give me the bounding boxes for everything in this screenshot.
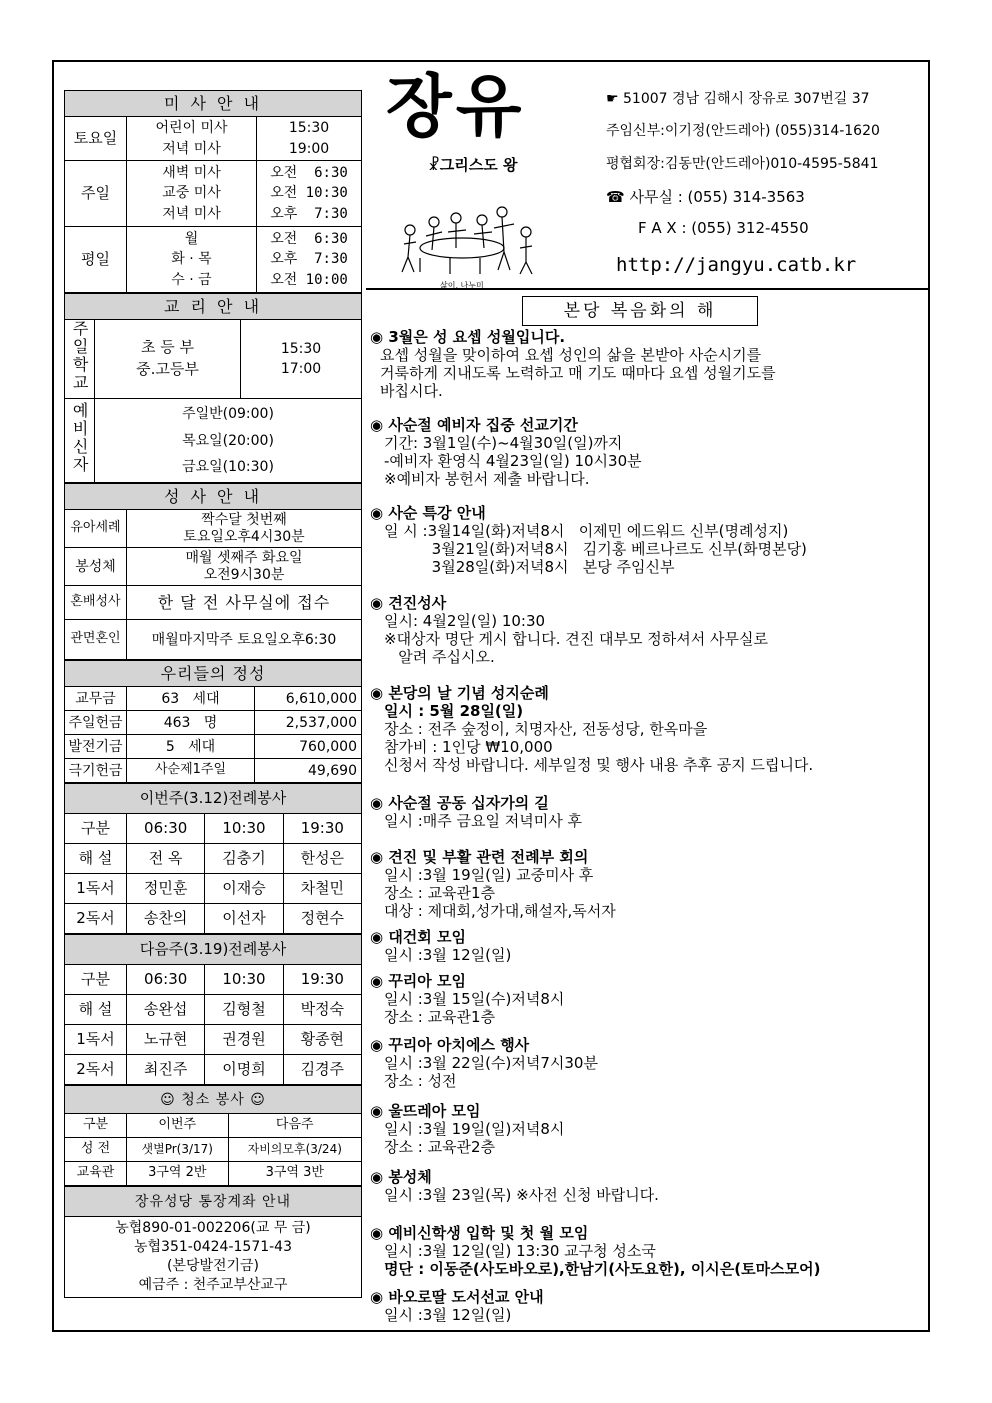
liturgy-header: 구분 xyxy=(65,965,127,995)
liturgy-row: 해 설 전 옥 김충기 한성은 xyxy=(65,844,362,874)
account-lines: 농협890-01-002206(교 무 금) 농협351-0424-1571-43 (본당발전기금) 예금주 : 천주교부산교구 xyxy=(65,1217,362,1298)
announcement-item: ◉ 3월은 성 요셉 성월입니다. 요셉 성월을 맞이하여 요셉 성인의 삶을 본받아 사순시기를 거룩하게 지내도록 노력하고 매 기도 때마다 요셉 성월기도를 바칩시다. xyxy=(370,328,776,400)
right-column xyxy=(366,62,930,1330)
pastor-contact: 주임신부:이기정(안드레아) (055)314-1620 xyxy=(606,123,880,139)
offering-amount: 6,610,000 xyxy=(255,687,362,711)
school-groups: 초 등 부 중.고등부 xyxy=(95,320,241,399)
mass-times: 오전 6:30 오전 10:30 오후 7:30 xyxy=(257,161,362,227)
illustration-caption: 삶이, 나누미 xyxy=(440,281,484,290)
liturgy-row: 1독서 노규현 권경원 황종현 xyxy=(65,1025,362,1055)
sacraments-title: 성 사 안 내 xyxy=(65,484,362,510)
mass-times: 오전 6:30 오후 7:30 오전 10:00 xyxy=(257,227,362,293)
liturgy-row: 2독서 최진주 이명희 김경주 xyxy=(65,1055,362,1085)
school-times: 15:30 17:00 xyxy=(241,320,362,399)
offering-name: 교무금 xyxy=(65,687,127,711)
offering-title: 우리들의 정성 xyxy=(65,661,362,687)
account-table xyxy=(64,1186,362,1298)
announcement-item: ◉ 견진성사 일시: 4월2일(일) 10:30 ※대상자 명단 게시 합니다. 견진 대부모 정하셔서 사무실로 알려 주십시오. xyxy=(370,594,768,666)
mass-items: 월 화 · 목 수 · 금 xyxy=(127,227,257,293)
cleaning-title: ☺ 청소 봉사 ☺ xyxy=(65,1086,362,1114)
cleaning-header: 이번주 xyxy=(127,1114,229,1138)
liturgy-header: 06:30 xyxy=(127,965,205,995)
offering-name: 극기헌금 xyxy=(65,759,127,783)
offering-name: 발전기금 xyxy=(65,735,127,759)
liturgy-header: 19:30 xyxy=(283,814,361,844)
announcement-item: ◉ 바오로딸 도서선교 안내 일시 :3월 12일(일) xyxy=(370,1288,544,1324)
cleaning-row: 교육관 3구역 2반 3구역 3반 xyxy=(65,1162,362,1186)
catechism-table xyxy=(64,293,362,483)
liturgy-row: 1독서 정민훈 이재승 차철민 xyxy=(65,874,362,904)
community-illustration xyxy=(390,202,540,292)
parish-website-link[interactable]: http://jangyu.catb.kr xyxy=(616,254,857,276)
offering-count: 463 명 xyxy=(127,711,255,735)
offering-amount: 49,690 xyxy=(255,759,362,783)
parish-subtitle: ☧그리스도 왕 xyxy=(428,156,518,174)
parish-logo: 장유 xyxy=(386,68,526,147)
left-column xyxy=(64,90,362,1298)
offering-amount: 2,537,000 xyxy=(255,711,362,735)
cleaning-table xyxy=(64,1085,362,1186)
mass-day: 토요일 xyxy=(65,117,127,161)
address: ☛ 51007 경남 김해시 장유로 307번길 37 xyxy=(606,91,870,107)
catechumen-classes: 주일반(09:00) 목요일(20:00) 금요일(10:30) xyxy=(95,399,362,483)
announcement-item: ◉ 대건회 모임 일시 :3월 12일(일) xyxy=(370,928,512,964)
bulletin-page xyxy=(52,60,930,1332)
mass-items: 새벽 미사 교중 미사 저녁 미사 xyxy=(127,161,257,227)
offering-table xyxy=(64,660,362,783)
offering-name: 주일헌금 xyxy=(65,711,127,735)
fax-number: F A X : (055) 312-4550 xyxy=(638,219,809,237)
sacrament-value: 한 달 전 사무실에 접수 xyxy=(127,586,362,620)
announcement-item: ◉ 울뜨레아 모임 일시 :3월 19일(일)저녁8시 장소 : 교육관2층 xyxy=(370,1102,565,1156)
account-title: 장유성당 통장계좌 안내 xyxy=(65,1187,362,1217)
catechumen-label: 예비신자 xyxy=(65,399,95,483)
announcement-item: ◉ 꾸리아 모임 일시 :3월 15일(수)저녁8시 장소 : 교육관1층 xyxy=(370,972,565,1026)
mass-title: 미 사 안 내 xyxy=(65,91,362,117)
liturgy-header: 10:30 xyxy=(205,814,283,844)
sacrament-name: 봉성체 xyxy=(65,548,127,586)
mass-day: 평일 xyxy=(65,227,127,293)
liturgy-header: 구분 xyxy=(65,814,127,844)
announcement-item: ◉ 꾸리아 아치에스 행사 일시 :3월 22일(수)저녁7시30분 장소 : 성전 xyxy=(370,1036,598,1090)
sacrament-name: 유아세례 xyxy=(65,510,127,548)
liturgy-header: 10:30 xyxy=(205,965,283,995)
announcement-item: ◉ 예비신학생 입학 및 첫 월 모임 일시 :3월 12일(일) 13:30 교구청 성소국 명단 : 이동준(사도바오로),한남기(사도요한), 이시은(토마스모어) xyxy=(370,1224,821,1278)
cleaning-header: 다음주 xyxy=(228,1114,361,1138)
sacrament-value: 매월마지막주 토요일오후6:30 xyxy=(127,620,362,660)
sacrament-name: 혼배성사 xyxy=(65,586,127,620)
header-divider xyxy=(366,288,930,290)
next-week-liturgy-table xyxy=(64,934,362,1085)
announcement-item: ◉ 사순절 공동 십자가의 길 일시 :매주 금요일 저녁미사 후 xyxy=(370,794,583,830)
council-contact: 평협회장:김동만(안드레아)010-4595-5841 xyxy=(606,156,879,172)
phone-icon: ☎ xyxy=(606,188,625,206)
office-phone: ☎ 사무실 : (055) 314-3563 xyxy=(606,188,805,206)
this-week-liturgy-table xyxy=(64,783,362,934)
mass-schedule-table xyxy=(64,90,362,293)
offering-count: 63 세대 xyxy=(127,687,255,711)
sunday-school-label: 주일학교 xyxy=(65,320,95,399)
announcement-item: ◉ 사순 특강 안내 일 시 :3월14일(화)저녁8시 이제민 에드워드 신부(명례성지) 3월21일(화)저녁8시 김기홍 베르나르도 신부(화명본당) 3월28일(화)저녁8시 본당 주임신부 xyxy=(370,504,807,576)
mass-items: 어린이 미사 저녁 미사 xyxy=(127,117,257,161)
sacrament-value: 짝수달 첫번째 토요일오후4시30분 xyxy=(127,510,362,548)
hand-pointer-icon: ☛ xyxy=(606,91,619,107)
this-week-title: 이번주(3.12)전례봉사 xyxy=(65,784,362,814)
offering-amount: 760,000 xyxy=(255,735,362,759)
mass-day: 주일 xyxy=(65,161,127,227)
sacrament-name: 관면혼인 xyxy=(65,620,127,660)
cleaning-row: 성 전 샛별Pr(3/17) 자비의모후(3/24) xyxy=(65,1138,362,1162)
liturgy-row: 해 설 송완섭 김형철 박정숙 xyxy=(65,995,362,1025)
sacrament-value: 매월 셋째주 화요일 오전9시30분 xyxy=(127,548,362,586)
sacraments-table xyxy=(64,483,362,660)
catechism-title: 교 리 안 내 xyxy=(65,294,362,320)
liturgy-row: 2독서 송찬의 이선자 정현수 xyxy=(65,904,362,934)
cleaning-header: 구분 xyxy=(65,1114,127,1138)
offering-count: 사순제1주일 xyxy=(127,759,255,783)
liturgy-header: 19:30 xyxy=(283,965,361,995)
mass-times: 15:30 19:00 xyxy=(257,117,362,161)
announcement-item: ◉ 본당의 날 기념 성지순례 일시 : 5월 28일(일) 장소 : 전주 숲정이, 치명자산, 전동성당, 한옥마을 참가비 : 1인당 ₩10,000 신청서 작성 바랍니다. 세부일정 및 행사 내용 추후 공지 드립니다. xyxy=(370,684,814,774)
announcement-item: ◉ 봉성체 일시 :3월 23일(목) ※사전 신청 바랍니다. xyxy=(370,1168,659,1204)
next-week-title: 다음주(3.19)전례봉사 xyxy=(65,935,362,965)
offering-count: 5 세대 xyxy=(127,735,255,759)
year-theme: 본당 복음화의 해 xyxy=(522,296,758,326)
announcement-item: ◉ 견진 및 부활 관련 전례부 회의 일시 :3월 19일(일) 교중미사 후 장소 : 교육관1층 대상 : 제대회,성가대,해설자,독서자 xyxy=(370,848,616,920)
announcement-item: ◉ 사순절 예비자 집중 선교기간 기간: 3월1일(수)~4월30일(일)까지 -예비자 환영식 4월23일(일) 10시30분 ※예비자 봉헌서 제출 바랍니다. xyxy=(370,416,642,488)
liturgy-header: 06:30 xyxy=(127,814,205,844)
